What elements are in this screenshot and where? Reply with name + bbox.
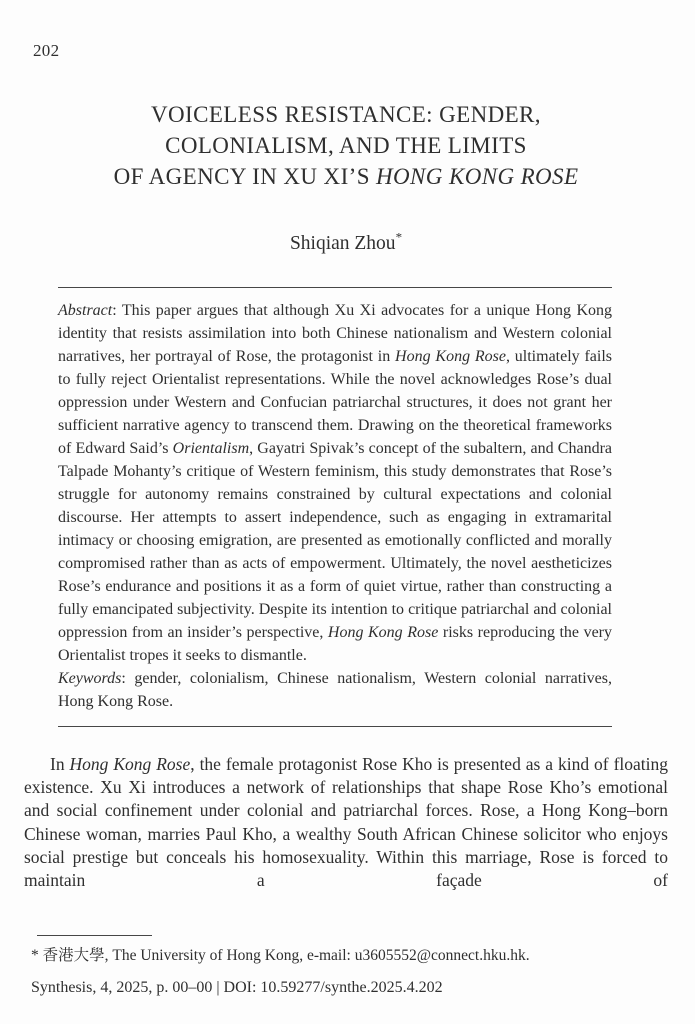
page-number: 202 xyxy=(33,41,60,60)
footnote-separator-rule xyxy=(37,935,152,936)
article-title-line-3: OF AGENCY IN XU XI’S HONG KONG ROSE xyxy=(113,164,579,189)
author-line xyxy=(24,231,668,257)
author-footnote-marker: * xyxy=(395,229,403,245)
abstract-section xyxy=(58,287,612,727)
keywords-paragraph: Keywords: gender, colonialism, Chinese nationalism, Western colonial narratives, Hong Kong Rose. xyxy=(58,670,612,710)
abstract-paragraph: Abstract: This paper argues that although Xu Xi advocates for a unique Hong Kong identity that resists assimilation into both Chinese nationalism and Western colonial narratives, her portrayal of Rose, the protagonist in Hong Kong Rose, ultimately fails to fully reject Orientalist representations. While the novel acknowledges Rose’s dual oppression under Western and Confucian patriarchal structures, it does not grant her sufficient narrative agency to transcend them. Drawing on the theoretical frameworks of Edward Said’s Orientalism, Gayatri Spivak’s concept of the subaltern, and Chandra Talpade Mohanty’s critique of Western feminism, this study demonstrates that Rose’s struggle for autonomy remains constrained by cultural expectations and colonial discourse. Her attempts to assert independence, such as engaging in extramarital intimacy or choosing emigration, are presented as emotionally conflicted and morally compromised rather than as acts of empowerment. Ultimately, the novel aestheticizes Rose’s endurance and positions it as a form of quiet virtue, rather than constructing a fully emancipated subjectivity. Despite its intention to critique patriarchal and colonial oppression from an insider’s perspective, Hong Kong Rose risks reproducing the very Orientalist tropes it seeks to dismantle. xyxy=(58,302,613,664)
footnote-marker: * xyxy=(31,947,39,964)
footnote-text: 香港大學, The University of Hong Kong, e-mail: u3605552@connect.hku.hk. xyxy=(38,947,530,964)
article-title-line-1: VOICELESS RESISTANCE: GENDER, xyxy=(151,102,541,127)
article-title-line-2: COLONIALISM, AND THE LIMITS xyxy=(165,133,527,158)
author-name: Shiqian Zhou xyxy=(289,233,396,254)
body-paragraph: In Hong Kong Rose, the female protagonist Rose Kho is presented as a kind of floating existence. Xu Xi introduces a network of relationships that shape Rose Kho’s emotional and social confinement under colonial and patriarchal forces. Rose, a Hong Kong–born Chinese woman, marries Paul Kho, a wealthy South African Chinese solicitor who enjoys social prestige but conceals his homosexuality. Within this marriage, Rose is forced to maintain a façade of xyxy=(24,754,669,891)
journal-citation: Synthesis, 4, 2025, p. 00–00 | DOI: 10.59277/synthe.2025.4.202 xyxy=(31,979,443,996)
article-title xyxy=(24,99,668,192)
author-affiliation-footnote xyxy=(31,946,668,966)
